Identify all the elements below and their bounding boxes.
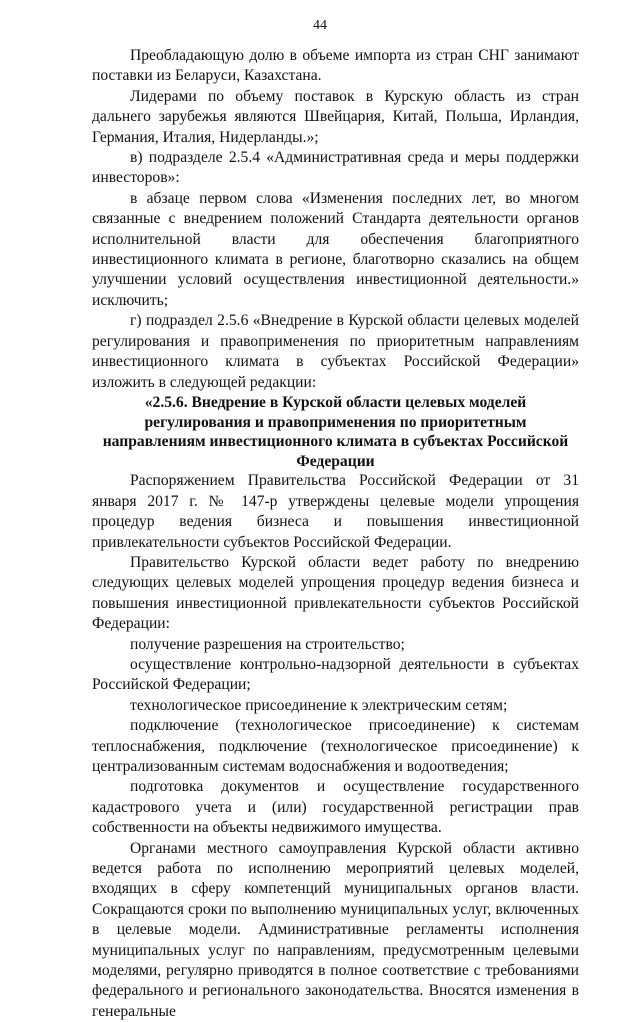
list-item: осуществление контрольно-надзорной деятельности в субъектах Российской Федерации;: [92, 655, 579, 694]
section-heading: «2.5.6. Внедрение в Курской области целевых моделей регулирования и правоприменения по приоритетным направлениям инвестиционного климата в субъектах Российской Федерации: [102, 393, 569, 470]
paragraph-first-abzac: в абзаце первом слова «Изменения последних лет, во многом связанные с внедрением положений Стандарта деятельности органов исполнительной власти для обеспечения благоприятного инвестиционного климата в регионе, благотворно сказались на общем улучшении условий осуществления инвестиционной деятельности.» исключить;: [92, 189, 579, 309]
page-number: 44: [313, 18, 327, 33]
paragraph-decree: Распоряжением Правительства Российской Федерации от 31 января 2017 г. № 147-р утверждены целевые модели упрощения процедур ведения бизнеса и повышения инвестиционной привлекательности субъектов Российской Федерации.: [92, 472, 579, 551]
document-body: [92, 46, 579, 1022]
paragraph-import-share: Преобладающую долю в объеме импорта из стран СНГ занимают поставки из Беларуси, Казахстана.: [92, 47, 579, 85]
list-item: технологическое присоединение к электрическим сетям;: [130, 696, 508, 714]
paragraph-government-work: Правительство Курской области ведет работу по внедрению следующих целевых моделей упрощения процедур ведения бизнеса и повышения инвестиционной привлекательности субъектов Российской Федерации:: [92, 553, 579, 633]
list-item: подключение (технологическое присоединение) к системам теплоснабжения, подключение (технологическое присоединение) к централизованным системам водоснабжения и водоотведения;: [92, 717, 579, 775]
list-item: получение разрешения на строительство;: [130, 635, 405, 653]
paragraph-local-government: Органами местного самоуправления Курской области активно ведется работа по исполнению мероприятий целевых моделей, входящих в сферу компетенций муниципальных органов власти. Сокращаются сроки по выполнению муниципальных услуг, включенных в целевые модели. Административные регламенты исполнения муниципальных услуг по направлениям, предусмотренным целевыми моделями, регулярно приводятся в полное соответствие с требованиями федерального и регионального законодательства. Вносятся изменения в генеральные: [92, 839, 579, 1020]
paragraph-subsection-254: в) подразделе 2.5.4 «Административная среда и меры поддержки инвесторов»:: [92, 149, 579, 187]
list-item: подготовка документов и осуществление государственного кадастрового учета и (или) государственной регистрации прав собственности на объекты недвижимого имущества.: [92, 778, 579, 837]
paragraph-subsection-256: г) подраздел 2.5.6 «Внедрение в Курской области целевых моделей регулирования и правоприменения по приоритетным направлениям инвестиционного климата в субъектах Российской Федерации» изложить в следующей редакции:: [92, 312, 579, 391]
paragraph-leaders: Лидерами по объему поставок в Курскую область из стран дальнего зарубежья являются Швейцария, Китай, Польша, Ирландия, Германия, Италия, Нидерланды.»;: [92, 87, 579, 146]
